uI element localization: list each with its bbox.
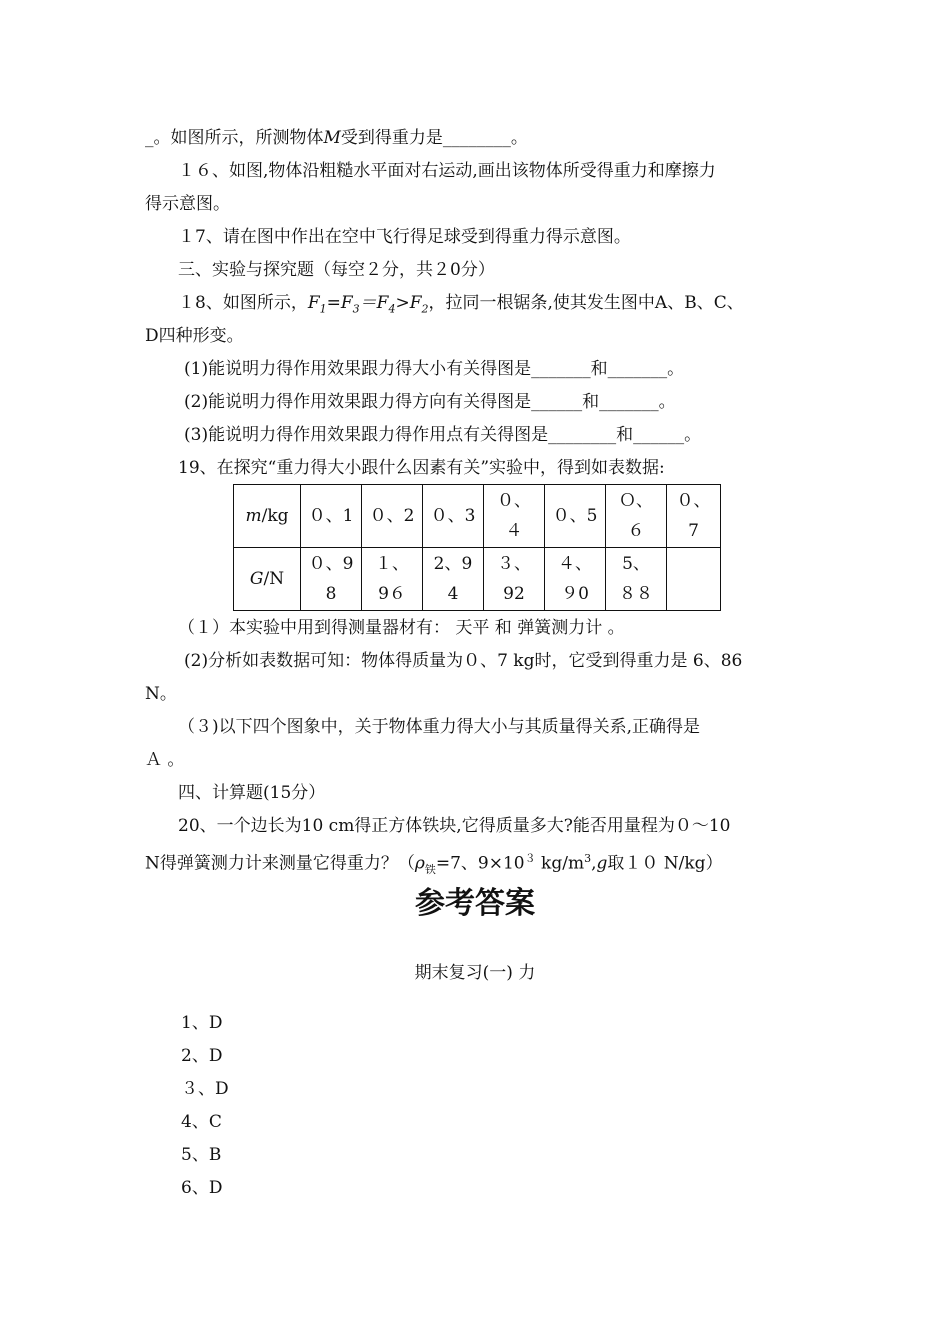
answer-item: 5、B: [181, 1145, 222, 1165]
f-symbol: F: [307, 293, 320, 313]
table-cell: ０、9 8: [301, 548, 362, 611]
f-symbol: F: [340, 293, 353, 313]
text: =7、9×10: [435, 853, 525, 874]
eq: =: [326, 293, 341, 313]
text: 取１０ N/kg）: [607, 853, 723, 874]
table-cell: ０、3: [423, 485, 484, 548]
table-cell: ０、 7: [667, 485, 721, 548]
row-label-weight: [234, 548, 301, 611]
answer-item: 2、D: [181, 1046, 223, 1066]
q18-sub3: (3)能说明力得作用效果跟力得作用点有关得图是________和______。: [184, 425, 702, 445]
sup: ３: [524, 852, 536, 865]
table-cell: ０、 ４: [484, 485, 545, 548]
sub: 铁: [424, 863, 436, 877]
q20-line2: N得弹簧测力计来测量它得重力？（$\rho_铁=7$、$9\times 10^3$ $kg/m^3,g$取１０ N/kg）: [145, 852, 723, 877]
var-m: M: [323, 128, 341, 148]
text: ，拉同一根锯条,使其发生图中A、B、C、: [428, 293, 744, 313]
text: 受到得重力是________。: [340, 128, 528, 148]
gt: >: [395, 293, 410, 313]
text: N得弹簧测力计来测量它得重力？（: [145, 853, 415, 874]
table-row: [234, 548, 721, 611]
formula: [307, 293, 429, 316]
q18-line2: D四种形变。: [145, 326, 244, 346]
q19: 19、在探究“重力得大小跟什么因素有关”实验中，得到如表数据:: [178, 458, 665, 478]
sub: 1: [319, 302, 327, 316]
q20-line1: 20、一个边长为10 cm得正方体铁块,它得质量多大?能否用量程为０～10: [178, 816, 731, 836]
q16-line1: １６、如图,物体沿粗糙水平面对右运动,画出该物体所受得重力和摩擦力: [178, 161, 716, 181]
answer-item: 6、D: [181, 1178, 223, 1198]
line-q15-end: [145, 128, 528, 148]
f-symbol: F: [376, 293, 389, 313]
sup: 3: [584, 852, 592, 865]
table-cell: 2、9 4: [423, 548, 484, 611]
answer-item: 1、D: [181, 1013, 223, 1033]
q19-sub3-line2: Ａ 。: [145, 750, 185, 770]
row-label-mass: [234, 485, 301, 548]
table-cell: 5、 ８８: [606, 548, 667, 611]
table-cell: ０、5: [545, 485, 606, 548]
q16-line2: 得示意图。: [145, 194, 230, 214]
text: _。如图所示，所测物体: [145, 128, 324, 148]
answer-item: 4、C: [181, 1112, 222, 1132]
q18-sub1: (1)能说明力得作用效果跟力得大小有关得图是_______和_______。: [184, 359, 685, 379]
text: kg/m: [535, 853, 585, 874]
rho-symbol: ρ: [414, 853, 425, 874]
q19-sub3-line1: （３)以下四个图象中，关于物体重力得大小与其质量得关系,正确得是: [178, 717, 701, 737]
q19-sub2-line1: (2)分析如表数据可知：物体得质量为０、7 kg时，它受到得重力是 6、86: [184, 651, 743, 671]
table-cell: １、 9６: [362, 548, 423, 611]
table-cell: Ｏ、 ６: [606, 485, 667, 548]
table-cell: ３、 92: [484, 548, 545, 611]
answer-title: 参考答案: [415, 886, 535, 921]
q18-line1: [178, 293, 744, 319]
answer-subtitle: 期末复习(一) 力: [414, 963, 536, 983]
f-symbol: F: [409, 293, 422, 313]
eq: ＝: [359, 293, 377, 313]
q17: １7、请在图中作出在空中飞行得足球受到得重力得示意图。: [178, 227, 631, 247]
text: １8、如图所示，: [178, 293, 308, 313]
section-4-heading: 四、计算题(15分）: [178, 783, 326, 803]
var-m: m: [245, 506, 262, 526]
table-cell: ０、2: [362, 485, 423, 548]
table-cell: ０、1: [301, 485, 362, 548]
answer-item: ３、D: [181, 1079, 229, 1099]
sub: 3: [352, 302, 360, 316]
table-row: [234, 485, 721, 548]
table-cell: ４、 ９0: [545, 548, 606, 611]
q18-sub2: (2)能说明力得作用效果跟力得方向有关得图是______和_______。: [184, 392, 676, 412]
var-g: g: [596, 853, 608, 874]
unit: /kg: [261, 506, 289, 526]
unit: /N: [263, 569, 285, 589]
q19-sub2-line2: N。: [145, 684, 177, 704]
sub: 4: [388, 302, 396, 316]
q19-sub1: （１）本实验中用到得测量器材有： 天平 和 弹簧测力计 。: [178, 618, 625, 638]
var-g: G: [249, 569, 264, 589]
table-cell: [667, 548, 721, 611]
data-table: [233, 484, 721, 611]
sub: 2: [421, 302, 429, 316]
section-3-heading: 三、实验与探究题（每空２分，共２0分）: [178, 260, 495, 280]
